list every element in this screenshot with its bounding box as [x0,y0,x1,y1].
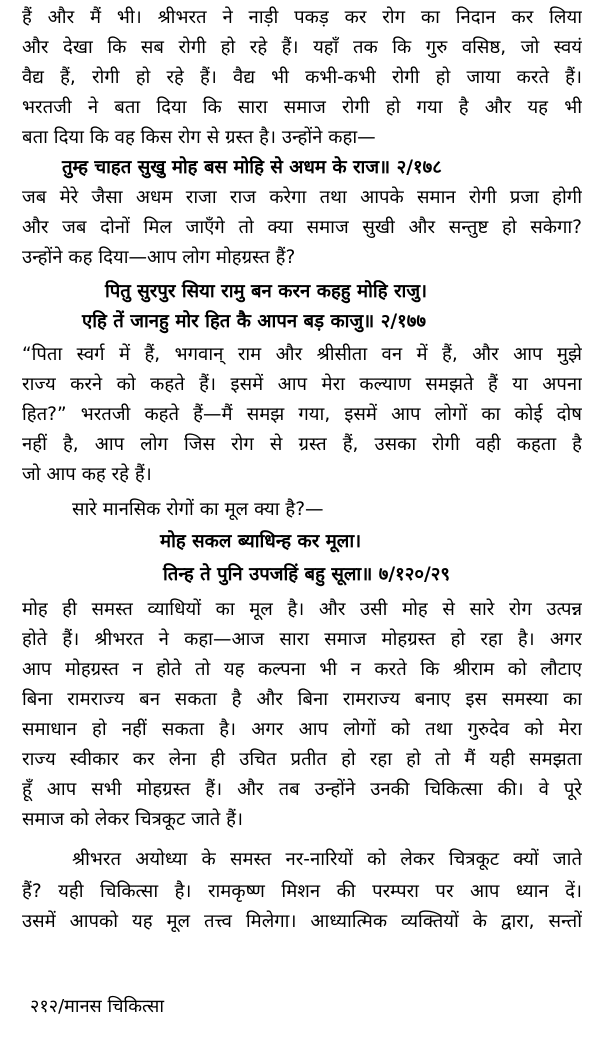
text-line: हित?” भरतजी कहते हैं—मैं समझ गया, इसमें आप लोगों का कोई दोष [22,404,582,425]
text-line: नहीं है, आप लोग जिस रोग से ग्रस्त हैं, उसका रोगी वही कहता है [22,434,582,455]
text-line: सारे मानसिक रोगों का मूल क्या है?— [72,499,324,520]
text-line: जो आप कह रहे हैं। [22,464,152,485]
text-line: उसमें आपको यह मूल तत्त्व मिलेगा। आध्यात्मिक व्यक्तियों के द्वारा, सन्तों [22,911,582,932]
verse-line: तुम्ह चाहत सुखु मोह बस मोहि से अधम के राज॥ २/१७८ [62,157,442,178]
text-line: समाधान हो नहीं सकता है। अगर आप लोगों को तथा गुरुदेव को मेरा [22,719,582,740]
text-line: राज्य करने को कहते हैं। इसमें आप मेरा कल्याण समझते हैं या अपना [22,374,582,395]
text-line: हैं? यही चिकित्सा है। रामकृष्ण मिशन की परम्परा पर आप ध्यान दें। [22,881,582,902]
text-line: मोह ही समस्त व्याधियों का मूल है। और उसी मोह से सारे रोग उत्पन्न [22,599,582,620]
text-line: और देखा कि सब रोगी हो रहे हैं। यहाँ तक कि गुरु वसिष्ठ, जो स्वयं [22,37,582,58]
verse-line: तिन्ह ते पुनि उपजहिं बहु सूला॥ ७/१२०/२९ [163,564,450,585]
text-line: राज्य स्वीकार कर लेना ही उचित प्रतीत हो रहा हो तो मैं यही समझता [22,749,582,770]
text-line: बता दिया कि वह किस रोग से ग्रस्त है। उन्होंने कहा— [22,127,376,148]
verse-line: मोह सकल ब्याधिन्ह कर मूला। [160,531,362,552]
verse-line: पितु सुरपुर सिया रामु बन करन कहहु मोहि राजु। [105,281,428,302]
text-line: हूँ आप सभी मोहग्रस्त हैं। और तब उन्होंने उनकी चिकित्सा की। वे पूरे [22,779,582,800]
text-line: और जब दोनों मिल जाएँगे तो क्या समाज सुखी और सन्तुष्ट हो सकेगा? [22,217,582,238]
text-line: आप मोहग्रस्त न होते तो यह कल्पना भी न करते कि श्रीराम को लौटाए [22,659,582,680]
text-line: होते हैं। श्रीभरत ने कहा—आज सारा समाज मोहग्रस्त हो रहा है। अगर [22,629,582,650]
text-line: उन्होंने कह दिया—आप लोग मोहग्रस्त हैं? [22,247,296,268]
text-line: बिना रामराज्य बन सकता है और बिना रामराज्य बनाए इस समस्या का [22,689,582,710]
text-line: वैद्य हैं, रोगी हो रहे हैं। वैद्य भी कभी-कभी रोगी हो जाया करते हैं। [22,67,582,88]
text-line: जब मेरे जैसा अधम राजा राज करेगा तथा आपके समान रोगी प्रजा होगी [22,187,582,208]
text-line: हैं और मैं भी। श्रीभरत ने नाड़ी पकड़ कर रोग का निदान कर लिया [22,7,582,28]
verse-line: एहि तें जानहु मोर हित कै आपन बड़ काजु॥ २/१७७ [82,311,426,332]
text-line: भरतजी ने बता दिया कि सारा समाज रोगी हो गया है और यह भी [22,97,582,118]
text-line: श्रीभरत अयोध्या के समस्त नर-नारियों को लेकर चित्रकूट क्यों जाते [72,849,582,870]
text-line: समाज को लेकर चित्रकूट जाते हैं। [22,809,243,830]
page-footer: २१२/मानस चिकित्सा [30,996,165,1017]
text-line: “पिता स्वर्ग में हैं, भगवान् राम और श्रीसीता वन में हैं, और आप मुझे [22,344,582,365]
